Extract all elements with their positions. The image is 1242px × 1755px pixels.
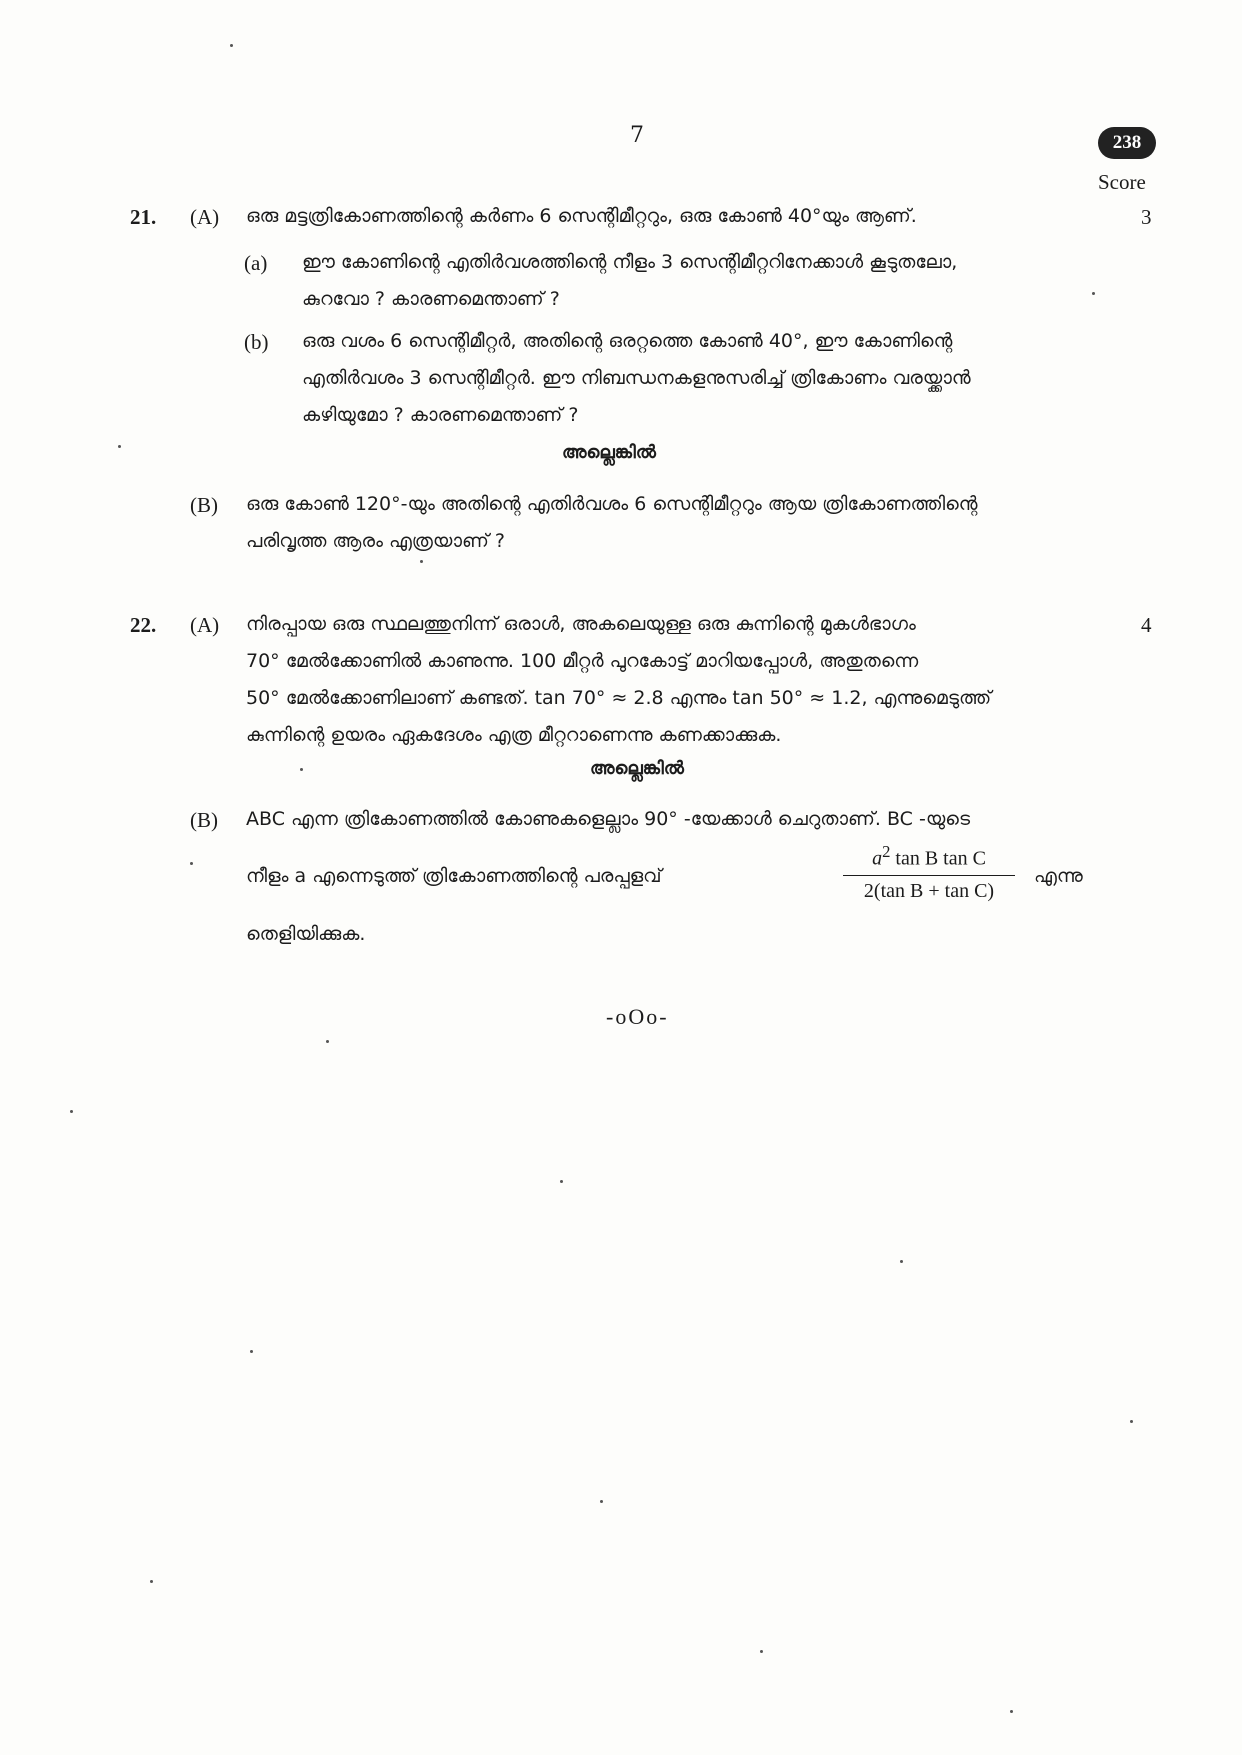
scan-speck xyxy=(560,1180,563,1183)
question-21-sub-b-label: (b) xyxy=(244,330,269,354)
end-of-paper-mark: -oOo- xyxy=(606,1004,669,1029)
question-21-sub-b-text: ഒരു വശം 6 സെന്റിമീറ്റർ, അതിന്റെ ഒരറ്റത്തെ കോൺ 40°, ഈ കോണിന്റെ എതിർവശം 3 സെന്റിമീറ്റർ. ഈ നിബന്ധനകളനുസരിച്ച് ത്രികോണം വരയ്ക്കാൻ കഴിയുമോ ? കാരണമെന്താണ് ? xyxy=(302,330,971,426)
question-22-option-b-line2-end: എന്നു xyxy=(1034,865,1083,887)
question-21-score: 3 xyxy=(1141,205,1152,229)
question-22-score: 4 xyxy=(1141,613,1152,637)
question-21-option-b-label: (B) xyxy=(190,493,218,517)
paper-code-badge: 238 xyxy=(1098,127,1156,159)
scan-speck xyxy=(900,1260,903,1263)
question-21-or-heading: അല്ലെങ്കിൽ xyxy=(562,442,656,463)
question-21-option-a-label: (A) xyxy=(190,205,220,229)
question-22-option-a-label: (A) xyxy=(190,613,220,637)
question-21-option-b-text: ഒരു കോൺ 120°-യും അതിന്റെ എതിർവശം 6 സെന്റിമീറ്ററും ആയ ത്രികോണത്തിന്റെ പരിവൃത്ത ആരം എത്രയാണ് ? xyxy=(246,493,978,552)
scan-speck xyxy=(150,1580,153,1583)
question-21-sub-a-text: ഈ കോണിന്റെ എതിർവശത്തിന്റെ നീളം 3 സെന്റിമീറ്ററിനേക്കാൾ കൂടുതലോ, കുറവോ ? കാരണമെന്താണ് ? xyxy=(302,251,958,310)
scan-speck xyxy=(230,44,233,47)
question-22-option-b-label: (B) xyxy=(190,808,218,832)
question-21-sub-a-label: (a) xyxy=(244,251,268,275)
scan-speck xyxy=(326,1040,329,1043)
formula-denominator: 2(tan B + tan C) xyxy=(863,879,995,902)
question-22-option-a-text: നിരപ്പായ ഒരു സ്ഥലത്തുനിന്ന് ഒരാൾ, അകലെയുള്ള ഒരു കുന്നിന്റെ മുകൾഭാഗം 70° മേൽക്കോണിൽ കാണുന്നു. 100 മീറ്റർ പുറകോട്ട് മാറിയപ്പോൾ, അതുതന്നെ 50° മേൽക്കോണിലാണ് കണ്ടത്. tan 70° ≈ 2.8 എന്നും tan 50° ≈ 1.2, എന്നുമെടുത്ത് കുന്നിന്റെ ഉയരം ഏകദേശം എത്ര മീറ്ററാണെന്നു കണക്കാക്കുക. xyxy=(246,613,992,746)
question-22-or-heading: അല്ലെങ്കിൽ xyxy=(590,758,684,779)
question-22-option-b-line2: നീളം a എന്നെടുത്ത് ത്രികോണത്തിന്റെ പരപ്പളവ് xyxy=(246,865,662,887)
question-22-option-b-line1: ABC എന്ന ത്രികോണത്തിൽ കോണുകളെല്ലാം 90° -യേക്കാൾ ചെറുതാണ്. BC -യുടെ xyxy=(246,808,971,830)
score-column-label: Score xyxy=(1098,170,1146,194)
scan-speck xyxy=(118,445,121,448)
scan-speck xyxy=(1092,292,1095,295)
question-22-number: 22. xyxy=(130,613,157,637)
question-22-option-b-line3: തെളിയിക്കുക. xyxy=(246,923,366,945)
scan-speck xyxy=(1010,1710,1013,1713)
page-number: 7 xyxy=(630,123,644,148)
scan-speck xyxy=(70,1110,73,1113)
scan-speck xyxy=(250,1350,253,1353)
scan-speck xyxy=(190,862,193,865)
scan-speck xyxy=(300,768,303,771)
scan-speck xyxy=(1130,1420,1133,1423)
question-21-option-a-text: ഒരു മട്ടത്രികോണത്തിന്റെ കർണം 6 സെന്റിമീറ്ററും, ഒരു കോൺ 40°യും ആണ്. xyxy=(246,205,917,227)
scan-speck xyxy=(760,1650,763,1653)
formula-numerator: $a^2$ tan B tan C xyxy=(872,842,986,870)
scan-speck xyxy=(600,1500,603,1503)
scan-speck xyxy=(420,560,423,563)
area-formula-fraction xyxy=(843,842,1015,903)
question-21-number: 21. xyxy=(130,205,157,229)
